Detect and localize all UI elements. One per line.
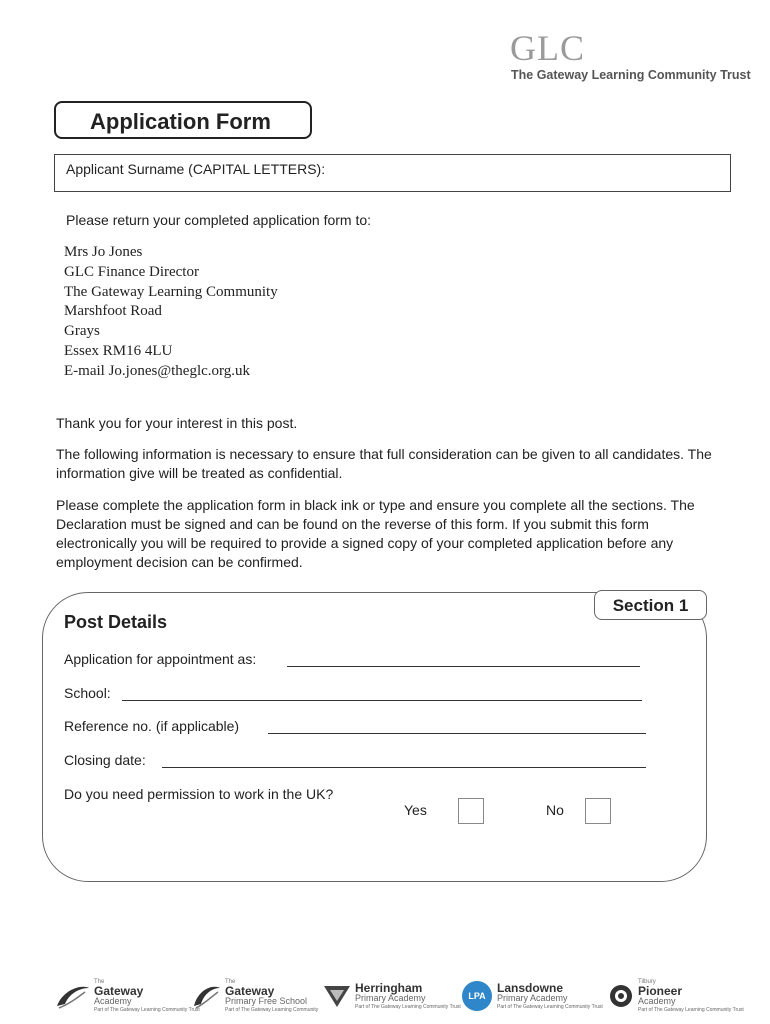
logo-tagline: Part of The Gateway Learning Community bbox=[225, 1007, 319, 1014]
instructions-text: Please complete the application form in black ink or type and ensure you complete all the sections. The Declaration must be signed and can be found on the reverse of this form. If you submit this form electronically you will be required to provide a signed copy of your completed application before any employment decision can be confirmed. bbox=[56, 497, 695, 570]
confidential-text: The following information is necessary to ensure that full consideration can be given to all candidates. The information give will be treated as confidential. bbox=[56, 446, 712, 481]
reference-input[interactable] bbox=[268, 733, 646, 734]
tilbury-pioneer-logo bbox=[608, 978, 744, 1014]
section-panel bbox=[42, 592, 707, 882]
yes-label: Yes bbox=[404, 802, 427, 818]
page-title: Application Form bbox=[90, 109, 271, 134]
address-line: The Gateway Learning Community bbox=[64, 283, 278, 300]
address-line: Mrs Jo Jones bbox=[64, 244, 143, 260]
return-instructions: Please return your completed application form to: bbox=[66, 212, 372, 228]
glc-logo: GLC bbox=[510, 28, 585, 68]
address-line: GLC Finance Director bbox=[64, 263, 199, 280]
logo-sub: Primary Academy bbox=[355, 993, 426, 1004]
gateway-primary-logo bbox=[192, 978, 318, 1014]
logo-tagline: Part of The Gateway Learning Community Trust bbox=[355, 1004, 461, 1011]
logo-sub: Academy bbox=[94, 996, 132, 1007]
thank-you-text: Thank you for your interest in this post. bbox=[56, 415, 298, 431]
reference-label: Reference no. (if applicable) bbox=[64, 718, 240, 734]
logo-pre: Tilbury bbox=[638, 978, 656, 985]
appointment-input[interactable] bbox=[287, 666, 640, 667]
school-input[interactable] bbox=[122, 700, 642, 701]
logo-tagline: Part of The Gateway Learning Community Trust bbox=[638, 1007, 744, 1014]
logo-tagline: Part of The Gateway Learning Community Trust bbox=[94, 1007, 200, 1014]
no-label: No bbox=[546, 802, 564, 818]
logo-name: Pioneer bbox=[638, 983, 683, 998]
logo-name: Gateway bbox=[94, 983, 144, 998]
crest-icon bbox=[608, 982, 634, 1010]
permission-question: Do you need permission to work in the UK? bbox=[64, 786, 334, 802]
logo-name: Gateway bbox=[225, 983, 275, 998]
address-email: E-mail Jo.jones@theglc.org.uk bbox=[64, 362, 251, 379]
logo-pre: The bbox=[225, 978, 236, 985]
surname-label: Applicant Surname (CAPITAL LETTERS): bbox=[66, 161, 326, 177]
closing-date-label: Closing date: bbox=[64, 752, 146, 768]
logo-name: Herringham bbox=[355, 980, 423, 995]
herringham-logo bbox=[322, 978, 461, 1014]
lansdowne-logo bbox=[462, 978, 603, 1014]
return-address bbox=[64, 243, 278, 382]
gateway-academy-logo bbox=[55, 978, 200, 1014]
swirl-icon bbox=[55, 982, 91, 1010]
school-label: School: bbox=[64, 685, 111, 701]
address-line: Grays bbox=[64, 323, 100, 340]
trust-name: The Gateway Learning Community Trust bbox=[511, 68, 751, 82]
yes-checkbox[interactable] bbox=[458, 798, 484, 824]
swirl-icon bbox=[192, 982, 222, 1010]
no-checkbox[interactable] bbox=[585, 798, 611, 824]
logo-sub: Primary Academy bbox=[497, 993, 568, 1004]
section-tab: Section 1 bbox=[594, 590, 707, 620]
appointment-label: Application for appointment as: bbox=[64, 651, 257, 667]
logo-name: Lansdowne bbox=[497, 980, 564, 995]
logo-sub: Primary Free School bbox=[225, 996, 308, 1007]
section-heading: Post Details bbox=[64, 612, 168, 632]
closing-date-input[interactable] bbox=[162, 767, 646, 768]
address-line: Essex RM16 4LU bbox=[64, 342, 173, 359]
logo-sub: Academy bbox=[638, 996, 676, 1007]
address-line: Marshfoot Road bbox=[64, 303, 162, 320]
logo-tagline: Part of The Gateway Learning Community Trust bbox=[497, 1004, 603, 1011]
lpa-badge-icon: LPA bbox=[462, 981, 492, 1011]
logo-pre: The bbox=[94, 978, 105, 985]
shield-icon bbox=[322, 983, 352, 1009]
